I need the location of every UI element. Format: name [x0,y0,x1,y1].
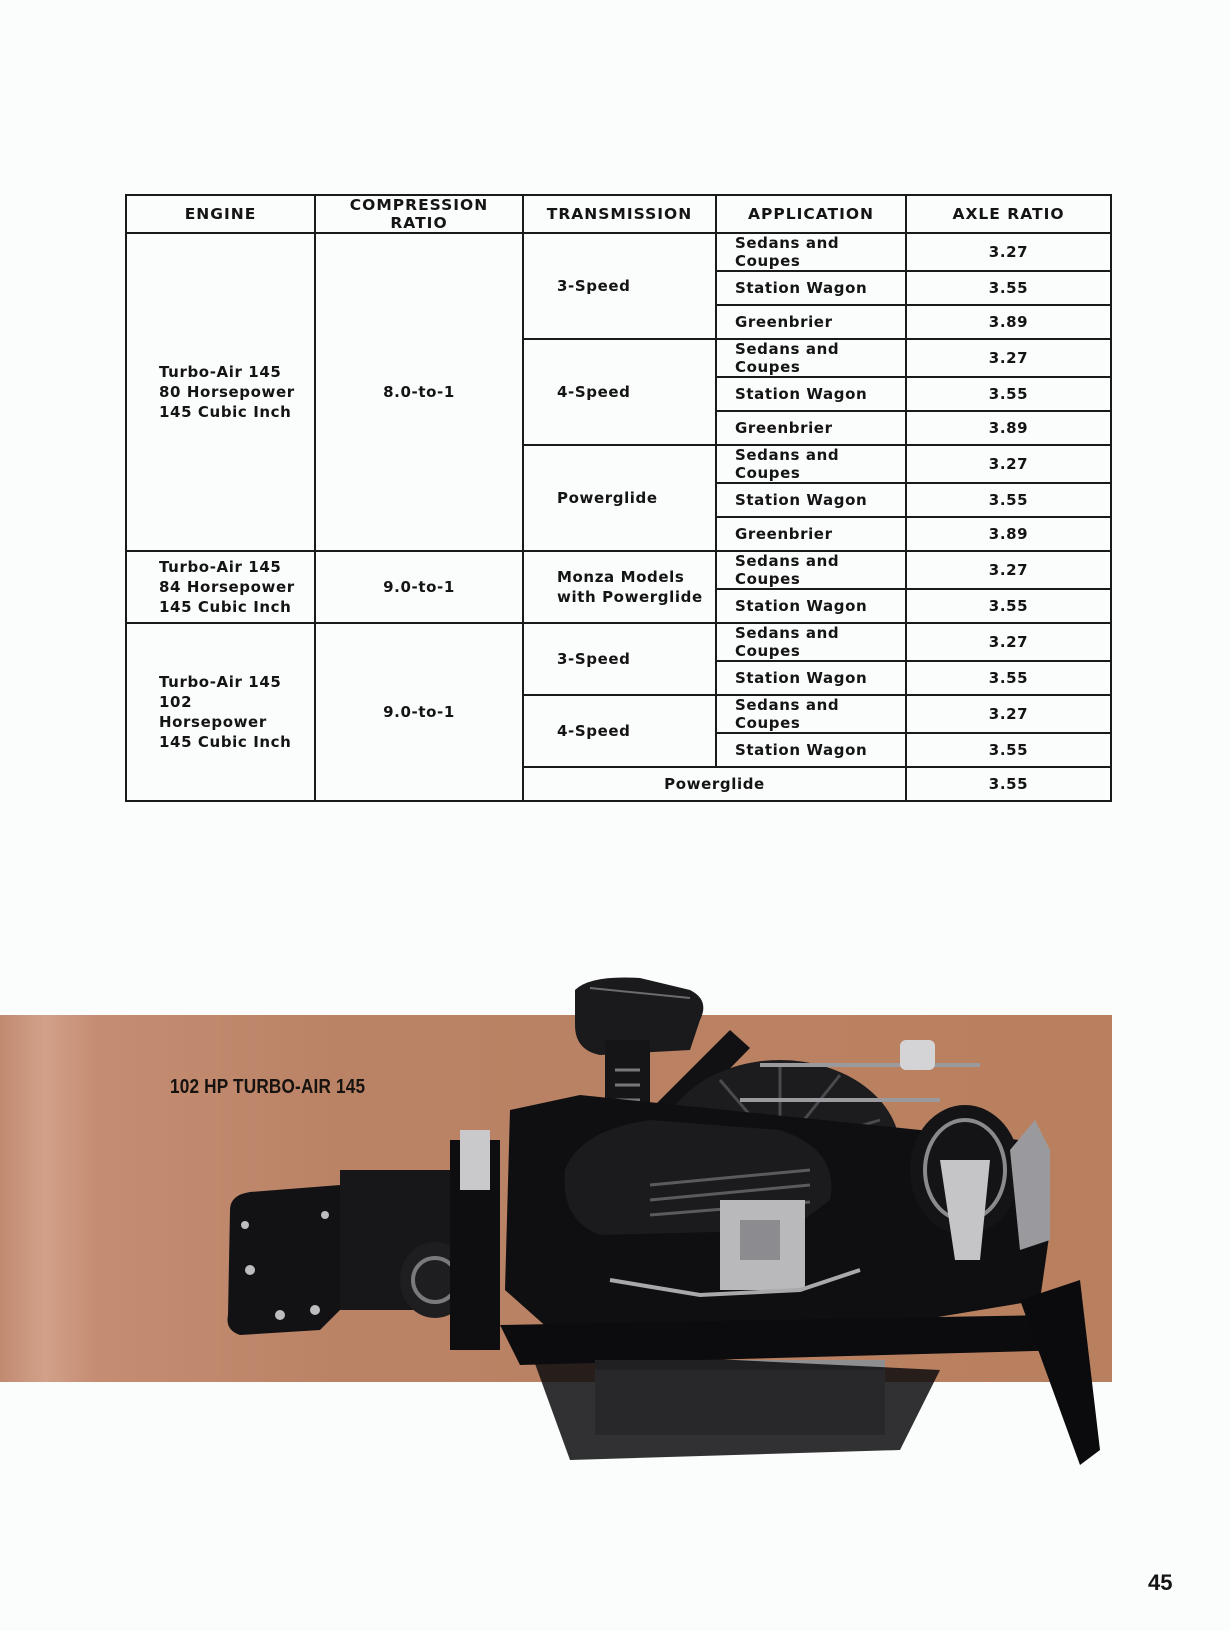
application-cell: Sedans and Coupes [716,623,906,661]
engine-name: Turbo-Air 145 [159,558,282,576]
axle-ratio-cell: 3.55 [906,733,1111,767]
application-cell: Sedans and Coupes [716,445,906,483]
application-cell: Sedans and Coupes [716,551,906,589]
engine-displacement: 145 Cubic Inch [159,733,292,751]
application-cell: Greenbrier [716,517,906,551]
header-axle-ratio: AXLE RATIO [906,195,1111,233]
engine-name: Turbo-Air 145 [159,363,282,381]
compression-ratio-cell: 9.0-to-1 [315,623,523,801]
axle-ratio-cell: 3.55 [906,271,1111,305]
axle-ratio-cell: 3.89 [906,517,1111,551]
table-row [126,551,1111,589]
compression-ratio-cell: 8.0-to-1 [315,233,523,551]
engine-displacement: 145 Cubic Inch [159,598,292,616]
engine-cell [126,623,315,801]
table-header-row [126,195,1111,233]
application-cell: Station Wagon [716,661,906,695]
transmission-cell: 4-Speed [523,339,716,445]
application-cell: Sedans and Coupes [716,233,906,271]
axle-ratio-cell: 3.27 [906,551,1111,589]
photo-caption: 102 HP TURBO-AIR 145 [170,1076,366,1098]
compression-ratio-cell: 9.0-to-1 [315,551,523,623]
axle-ratio-cell: 3.55 [906,483,1111,517]
engine-horsepower: 80 Horsepower [159,383,295,401]
axle-ratio-cell: 3.27 [906,339,1111,377]
application-cell: Greenbrier [716,305,906,339]
transmission-application-cell: Powerglide [523,767,906,801]
axle-ratio-cell: 3.89 [906,305,1111,339]
axle-ratio-cell: 3.55 [906,377,1111,411]
engine-cell [126,233,315,551]
application-cell: Station Wagon [716,483,906,517]
axle-ratio-cell: 3.55 [906,767,1111,801]
page-number: 45 [1148,1570,1173,1595]
axle-ratio-cell: 3.89 [906,411,1111,445]
transmission-cell: 3-Speed [523,623,716,695]
engine-cell [126,551,315,623]
transmission-cell: 3-Speed [523,233,716,339]
application-cell: Station Wagon [716,377,906,411]
transmission-cell [523,551,716,623]
application-cell: Sedans and Coupes [716,695,906,733]
transmission-cell: Powerglide [523,445,716,551]
axle-ratio-cell: 3.27 [906,445,1111,483]
axle-ratio-cell: 3.55 [906,661,1111,695]
application-cell: Station Wagon [716,589,906,623]
header-application: APPLICATION [716,195,906,233]
transmission-line: Monza Models [557,568,685,586]
header-transmission: TRANSMISSION [523,195,716,233]
table-row [126,623,1111,661]
engine-displacement: 145 Cubic Inch [159,403,292,421]
header-compression-ratio: COMPRESSION RATIO [315,195,523,233]
engine-horsepower: 84 Horsepower [159,578,295,596]
engine-horsepower: 102 Horsepower [159,693,267,731]
engine-name: Turbo-Air 145 [159,673,282,691]
table-row [126,233,1111,271]
transmission-cell: 4-Speed [523,695,716,767]
engine-spec-table [125,194,1112,802]
transmission-line: with Powerglide [557,588,703,606]
application-cell: Sedans and Coupes [716,339,906,377]
axle-ratio-cell: 3.27 [906,233,1111,271]
engine-photo [220,970,1110,1470]
application-cell: Station Wagon [716,733,906,767]
application-cell: Station Wagon [716,271,906,305]
axle-ratio-cell: 3.27 [906,695,1111,733]
axle-ratio-cell: 3.55 [906,589,1111,623]
axle-ratio-cell: 3.27 [906,623,1111,661]
header-engine: ENGINE [126,195,315,233]
application-cell: Greenbrier [716,411,906,445]
